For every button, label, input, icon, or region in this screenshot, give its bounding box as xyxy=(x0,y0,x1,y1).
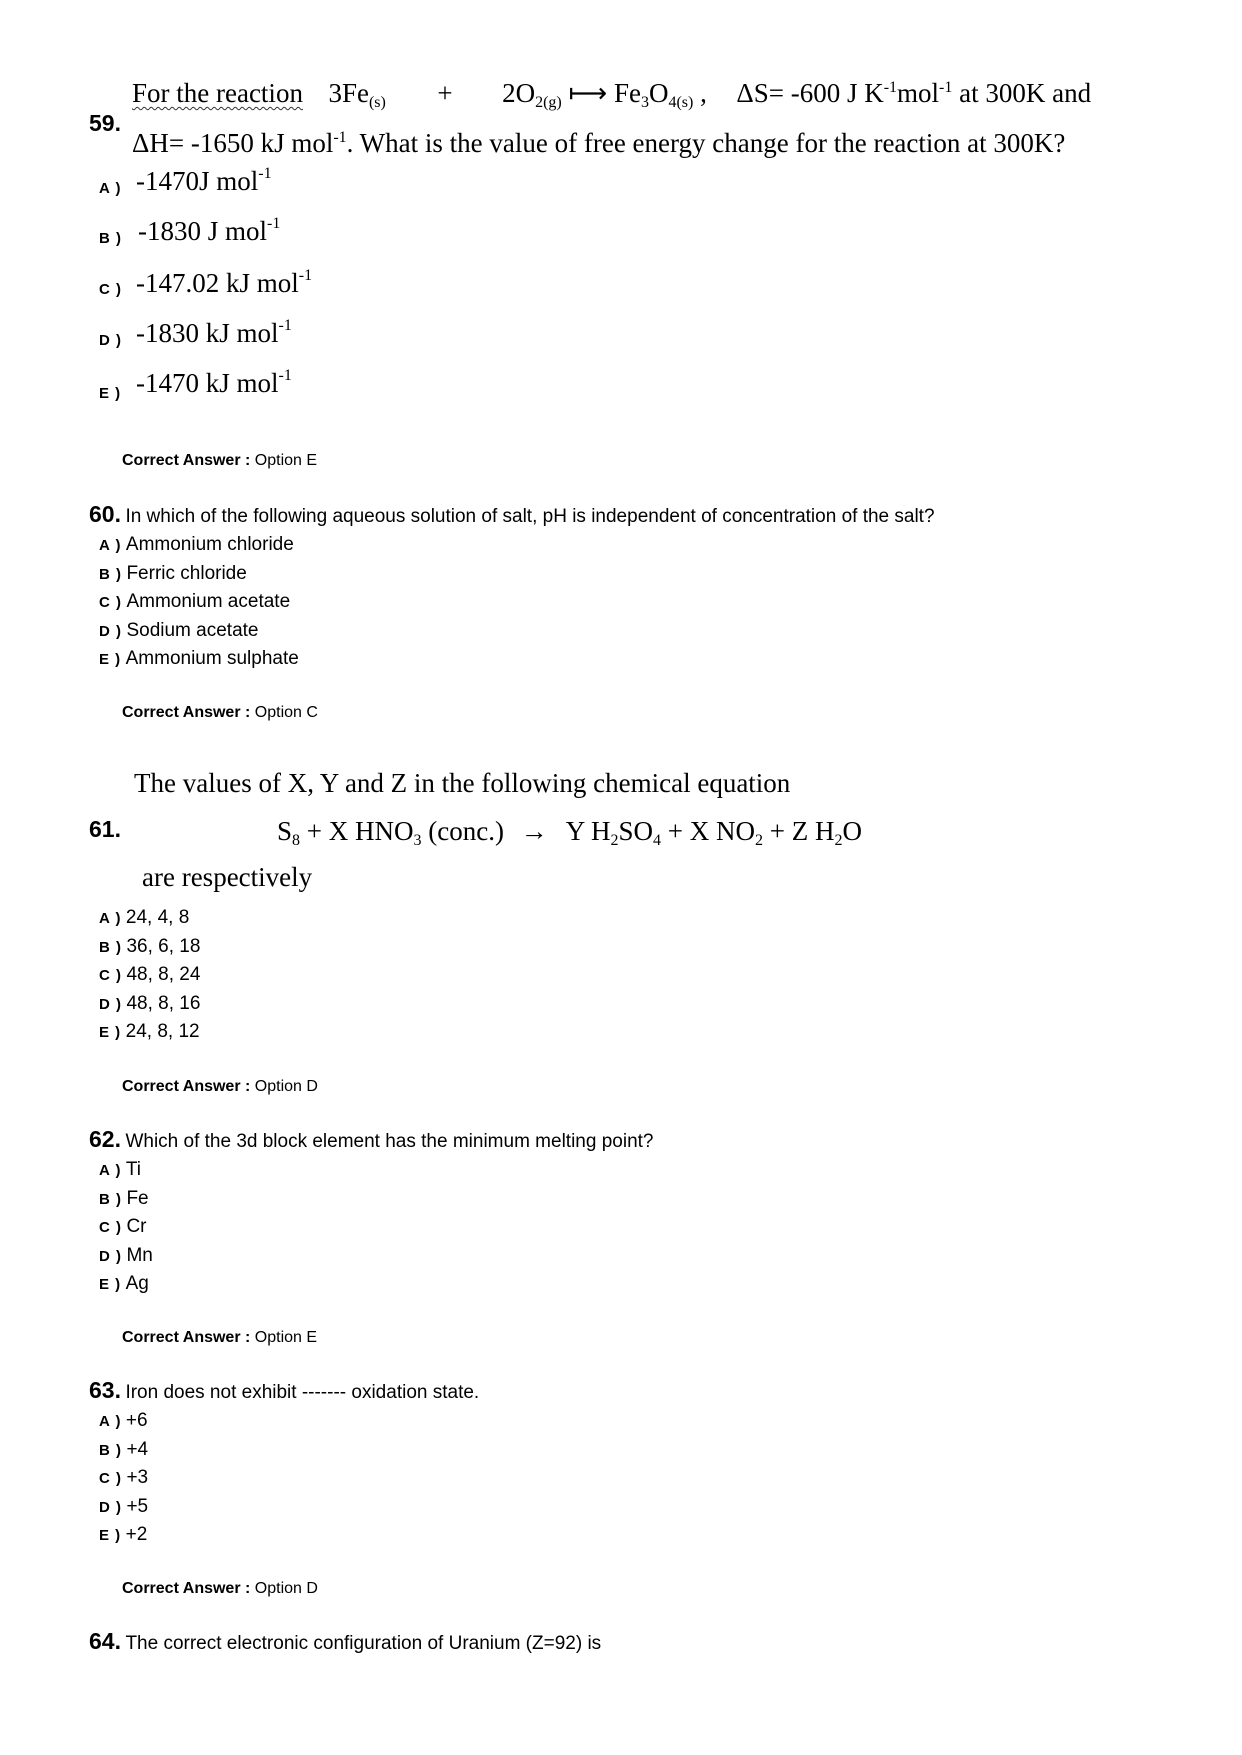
q62-correct-answer: Correct Answer : Option E xyxy=(122,1329,318,1346)
q60-correct-answer: Correct Answer : Option C xyxy=(122,704,318,721)
option-label: E ) xyxy=(99,385,122,402)
q59-o2: $2O_{2(g)}$ xyxy=(502,78,562,111)
q64-text: The correct electronic configuration of Uranium (Z=92) is xyxy=(125,1633,602,1654)
q62-option-c[interactable]: C ) Cr xyxy=(99,1216,147,1237)
q62-header xyxy=(89,1126,653,1153)
q60-text: In which of the following aqueous solution of salt, pH is independent of concentration of the salt? xyxy=(125,506,935,527)
q59-number: 59. xyxy=(89,110,121,136)
q61-line3: are respectively xyxy=(142,862,313,892)
q59-plus: + xyxy=(437,78,453,108)
q62-option-d[interactable]: D ) Mn xyxy=(99,1245,153,1266)
q64-header xyxy=(89,1628,601,1655)
option-label: D ) xyxy=(99,332,122,349)
q61-option-b[interactable]: B ) 36, 6, 18 xyxy=(99,936,201,957)
q62-option-e[interactable]: E ) Ag xyxy=(99,1273,149,1294)
q59-product: $Fe_3O_{4(s)}$ xyxy=(613,78,694,111)
q63-option-b[interactable]: B ) +4 xyxy=(99,1439,149,1460)
q60-option-d[interactable]: D ) Sodium acetate xyxy=(99,620,259,641)
q61-option-e[interactable]: E ) 24, 8, 12 xyxy=(99,1021,200,1042)
q61-number: 61. xyxy=(89,816,121,842)
q59-option-c-value[interactable]: -147.02 kJ mol$^{-1}$ xyxy=(136,267,313,298)
q61-line1: The values of X, Y and Z in the following chemical equation xyxy=(134,768,791,798)
q59-at-300k: at 300K and xyxy=(959,78,1092,108)
q59-option-a-value[interactable]: -1470J mol$^{-1}$ xyxy=(136,165,272,196)
q59-option-e[interactable] xyxy=(99,385,121,403)
q63-option-a[interactable]: A ) +6 xyxy=(99,1410,148,1431)
q59-question: . What is the value of free energy change for the reaction at 300K? xyxy=(346,128,1066,158)
q63-option-c[interactable]: C ) +3 xyxy=(99,1467,149,1488)
q63-option-e[interactable]: E ) +2 xyxy=(99,1524,148,1545)
q61-equation: $S_8 + X$ $HNO_3$ (conc.) → Y $H_2SO_4 + X$ $NO_2 + Z$ $H_2O$ xyxy=(277,816,862,849)
q61-correct-answer: Correct Answer : Option D xyxy=(122,1078,318,1095)
q59-arrow: ⟼ xyxy=(568,78,608,108)
q59-option-e-value[interactable]: -1470 kJ mol$^{-1}$ xyxy=(136,367,292,398)
q59-option-b-value[interactable]: -1830 J mol$^{-1}$ xyxy=(138,215,281,246)
q60-option-e[interactable]: E ) Ammonium sulphate xyxy=(99,648,299,669)
q62-number: 62. xyxy=(89,1126,121,1152)
q60-option-b[interactable]: B ) Ferric chloride xyxy=(99,563,247,584)
q63-number: 63. xyxy=(89,1377,121,1403)
q63-header xyxy=(89,1377,479,1404)
q61-option-a[interactable]: A ) 24, 4, 8 xyxy=(99,907,190,928)
q59-reaction-label: For the reaction xyxy=(132,78,303,108)
q63-text: Iron does not exhibit ------- oxidation state. xyxy=(125,1382,480,1403)
q59-option-a[interactable] xyxy=(99,180,121,198)
q63-option-d[interactable]: D ) +5 xyxy=(99,1496,149,1517)
q59-correct-answer: Correct Answer : Option E xyxy=(122,452,318,469)
q61-option-c[interactable]: C ) 48, 8, 24 xyxy=(99,964,201,985)
q61-option-d[interactable]: D ) 48, 8, 16 xyxy=(99,993,201,1014)
q59-comma: , xyxy=(700,78,707,108)
q60-number: 60. xyxy=(89,501,121,527)
q60-option-a[interactable]: A ) Ammonium chloride xyxy=(99,534,294,555)
q59-delta-h-sup: -1 xyxy=(333,129,347,146)
q62-option-b[interactable]: B ) Fe xyxy=(99,1188,149,1209)
option-label: A ) xyxy=(99,180,122,197)
q59-option-b[interactable] xyxy=(99,230,122,248)
q59-option-d-value[interactable]: -1830 kJ mol$^{-1}$ xyxy=(136,317,292,348)
q63-correct-answer: Correct Answer : Option D xyxy=(122,1580,318,1597)
q59-option-c[interactable] xyxy=(99,281,122,299)
q59-option-d[interactable] xyxy=(99,332,122,350)
q60-header xyxy=(89,501,935,528)
option-label: C ) xyxy=(99,281,122,298)
q59-delta-h: ΔH= -1650 kJ mol xyxy=(132,128,334,158)
q59-delta-s: ΔS= -600 J $K^{-1}mol^{-1}$ xyxy=(736,78,953,108)
q59-line2 xyxy=(132,128,1065,159)
q62-text: Which of the 3d block element has the minimum melting point? xyxy=(125,1131,654,1152)
q61-arrow-icon: → xyxy=(520,816,548,846)
q60-option-c[interactable]: C ) Ammonium acetate xyxy=(99,591,291,612)
q64-number: 64. xyxy=(89,1628,121,1654)
q59-fe: $3Fe_{(s)}$ xyxy=(328,78,386,111)
option-label: B ) xyxy=(99,230,122,247)
q62-option-a[interactable]: A ) Ti xyxy=(99,1159,142,1180)
q59-line1 xyxy=(132,78,1091,109)
